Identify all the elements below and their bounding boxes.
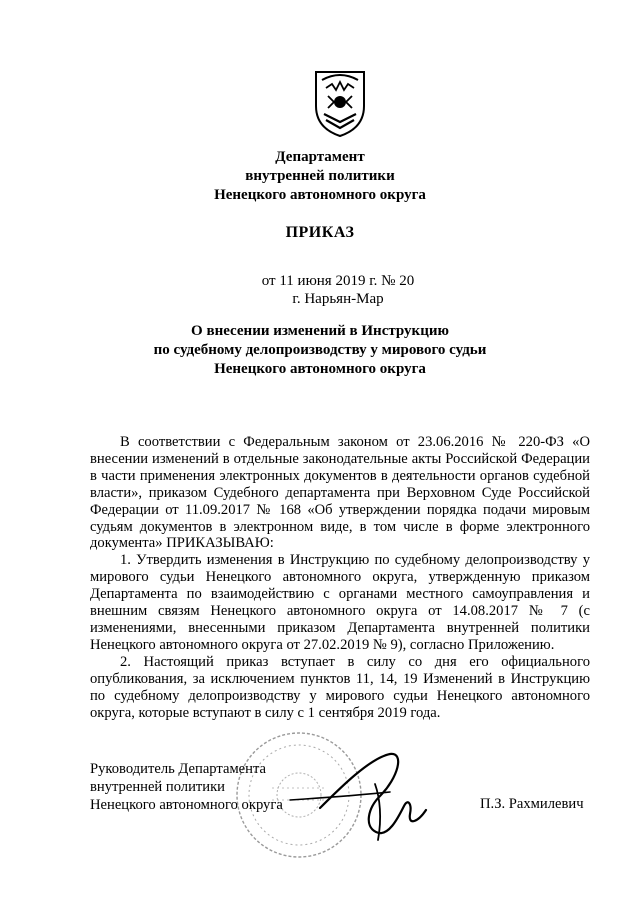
dept-line: Ненецкого автономного округа — [214, 187, 426, 203]
subject-line: по судебному делопроизводству у мирового судьи — [153, 342, 487, 358]
document-date-number: от 11 июня 2019 г. № 20 — [261, 273, 415, 289]
handwritten-signature-icon — [280, 748, 450, 848]
document-subject — [0, 322, 640, 379]
position-line: Ненецкого автономного округа — [90, 797, 283, 813]
signature-position — [90, 760, 283, 814]
coat-of-arms-icon — [312, 66, 368, 138]
document-type: ПРИКАЗ — [285, 224, 355, 241]
subject-line: О внесении изменений в Инструкцию — [191, 323, 449, 339]
subject-line: Ненецкого автономного округа — [214, 361, 426, 377]
paragraph-preamble: В соответствии с Федеральным законом от 23.06.2016 № 220-ФЗ «О внесении изменений в отдельные законодательные акты Российской Федерации в части применения электронных документов в деятельности органов судебной власти», приказом Судебного департамента при Верховном Суде Российской Федерации от 11.09.2017 № 168 «Об утверждении порядка подачи мировым судьям документов в электронном виде, в том числе в форме электронного документа» ПРИКАЗЫВАЮ: — [90, 434, 590, 552]
signer-name: П.З. Рахмилевич — [480, 796, 584, 812]
document-place: г. Нарьян-Мар — [292, 291, 384, 307]
dept-line: внутренней политики — [245, 168, 395, 184]
paragraph-item-2: 2. Настоящий приказ вступает в силу со дня его официального опубликования, за исключением пунктов 11, 14, 19 Изменений в Инструкцию по судебному делопроизводству у мирового судьи Ненецкого автономного округа, которые вступают в силу с 1 сентября 2019 года. — [90, 653, 590, 721]
position-line: внутренней политики — [90, 779, 225, 795]
document-meta — [0, 272, 640, 308]
department-name — [0, 148, 640, 205]
position-line: Руководитель Департамента — [90, 761, 266, 777]
paragraph-item-1: 1. Утвердить изменения в Инструкцию по судебному делопроизводству у мирового судьи Ненецкого автономного округа, утвержденную приказом Департамента по взаимодействию с органами местного самоуправления и внешним связям Ненецкого автономного округа от 14.08.2017 № 7 (с изменениями, внесенными приказом Департамента внутренней политики Ненецкого автономного округа от 27.02.2019 № 9), согласно Приложению. — [90, 552, 590, 653]
dept-line: Департамент — [275, 149, 365, 165]
document-body — [90, 434, 590, 721]
